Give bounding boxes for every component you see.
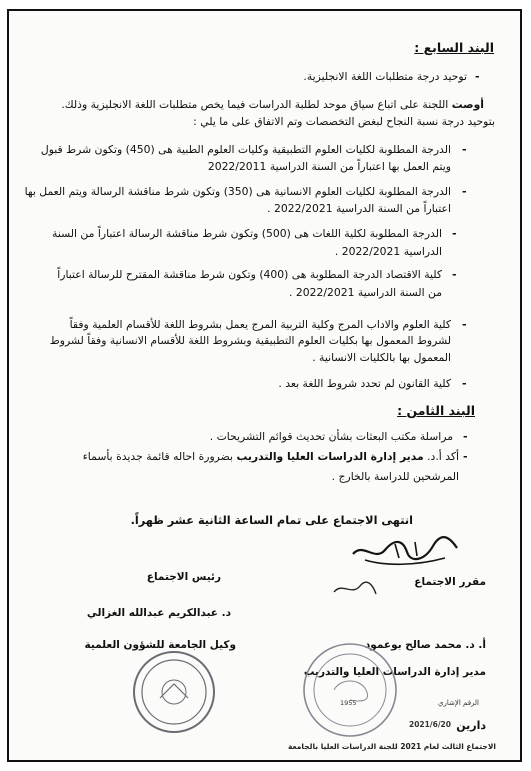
university-seal [130,648,218,736]
secretary-name: أ. د. محمد صالح بوعمود [364,638,486,651]
item-2-rest: بضرورة احاله قائمة جديدة بأسماء [82,450,237,463]
recommendation-text: اللجنة على اتباع سياق موحد لطلبة الدراسات فيما يخص متطلبات اللغة الانجليزية وذلك. [61,98,452,111]
dash-bullet: - [452,227,457,240]
recommendation-bold: أوصت [451,98,484,111]
secretary-title: مقرر الاجتماع [414,575,486,588]
section-8-item-1: مراسلة مكتب البعثات بشأن تحديث قوائم التشريحات . [209,430,453,443]
signature-scribble [345,522,465,570]
bullet-1-line-1: الدرجة المطلوبة لكليات العلوم التطبيقية وكليات العلوم الطبية هى (450) وتكون شرط قبول [40,143,451,156]
section-7-heading: البند السابع : [414,40,494,55]
section-7-recommendation [61,98,484,111]
dash-bullet: - [452,268,457,281]
footer-date: 2021/6/20 [408,719,451,729]
dash-bullet: - [462,185,467,198]
dash-bullet: - [462,143,467,156]
item-2-prefix: أكد أ.د. [423,450,459,463]
meeting-closing-line: انتهى الاجتماع على تمام الساعة الثانية عشر ظهراً. [130,514,413,527]
dash-bullet: - [463,450,468,463]
bullet-6: كلية القانون لم تحدد شروط اللغة بعد . [278,377,451,390]
dash-bullet: - [475,70,480,83]
bullet-2-line-1: الدرجة المطلوبة لكليات العلوم الانسانية هى (350) وتكون شرط مناقشة الرسالة ويتم العمل بها [24,185,451,198]
chair-role: وكيل الجامعة للشؤون العلمية [84,638,236,651]
bullet-3-line-2: الدراسية 2022/2021 . [334,245,442,258]
seal-year: 1955 [340,698,357,707]
item-2-bold-title: مدير إدارة الدراسات العليا والتدريب [236,450,424,463]
footer-meeting-line: الاجتماع الثالث لعام 2021 للجنة الدراسات العليا بالجامعة [287,741,496,751]
bullet-2-line-2: اعتباراً من السنة الدراسية 2022/2021 . [267,202,451,215]
department-seal [300,640,400,740]
chair-signature-mark [330,578,380,600]
section-7-intro: بتوحيد درجة نسبة النجاح لبغض التخصصات وتم الاتفاق على ما يلي : [193,115,495,128]
dash-bullet: - [462,377,467,390]
secretary-role: مدير إدارة الدراسات العليا والتدريب [303,665,486,678]
bullet-5-line-1: كلية العلوم والاداب المرج وكلية التربية المرج يعمل بشروط اللغة للأقسام العلمية وفقاً [69,318,451,331]
footer-venue: دارين [456,719,486,732]
reference-label: الرقم الإشاري [438,699,479,707]
bullet-5-line-3: المعمول بها بالكليات الانسانية . [312,351,451,364]
bullet-3-line-1: الدرجة المطلوبة لكلية اللغات هى (500) وتكون شرط مناقشة الرسالة اعتباراً من السنة [52,227,442,240]
dash-bullet: - [462,318,467,331]
section-8-item-2-line-2: المرشحين للدراسة بالخارج . [331,470,459,483]
chair-title: رئيس الاجتماع [146,570,221,583]
bullet-5-line-2: لشروط المعمول بها بكليات العلوم التطبيقية وبشروط اللغة للأقسام الانسانية وفقاً لشروط [49,334,451,347]
chair-name: د. عبدالكريم عبدالله الغزالي [86,606,231,619]
section-7-item-1: توحيد درجة متطلبات اللغة الانجليزية. [303,70,467,83]
bullet-1-line-2: ويتم العمل بها اعتباراً من السنة الدراسية 2022/2011 [207,160,451,173]
section-8-item-2-line-1 [83,450,459,463]
bullet-4-line-1: كلية الاقتصاد الدرجة المطلوبة هى (400) وتكون شرط مناقشة المقترح للرسالة اعتباراً [57,268,442,281]
bullet-4-line-2: من السنة الدراسية 2022/2021 . [289,286,442,299]
section-8-heading: البند الثامن : [397,403,475,418]
dash-bullet: - [463,430,468,443]
